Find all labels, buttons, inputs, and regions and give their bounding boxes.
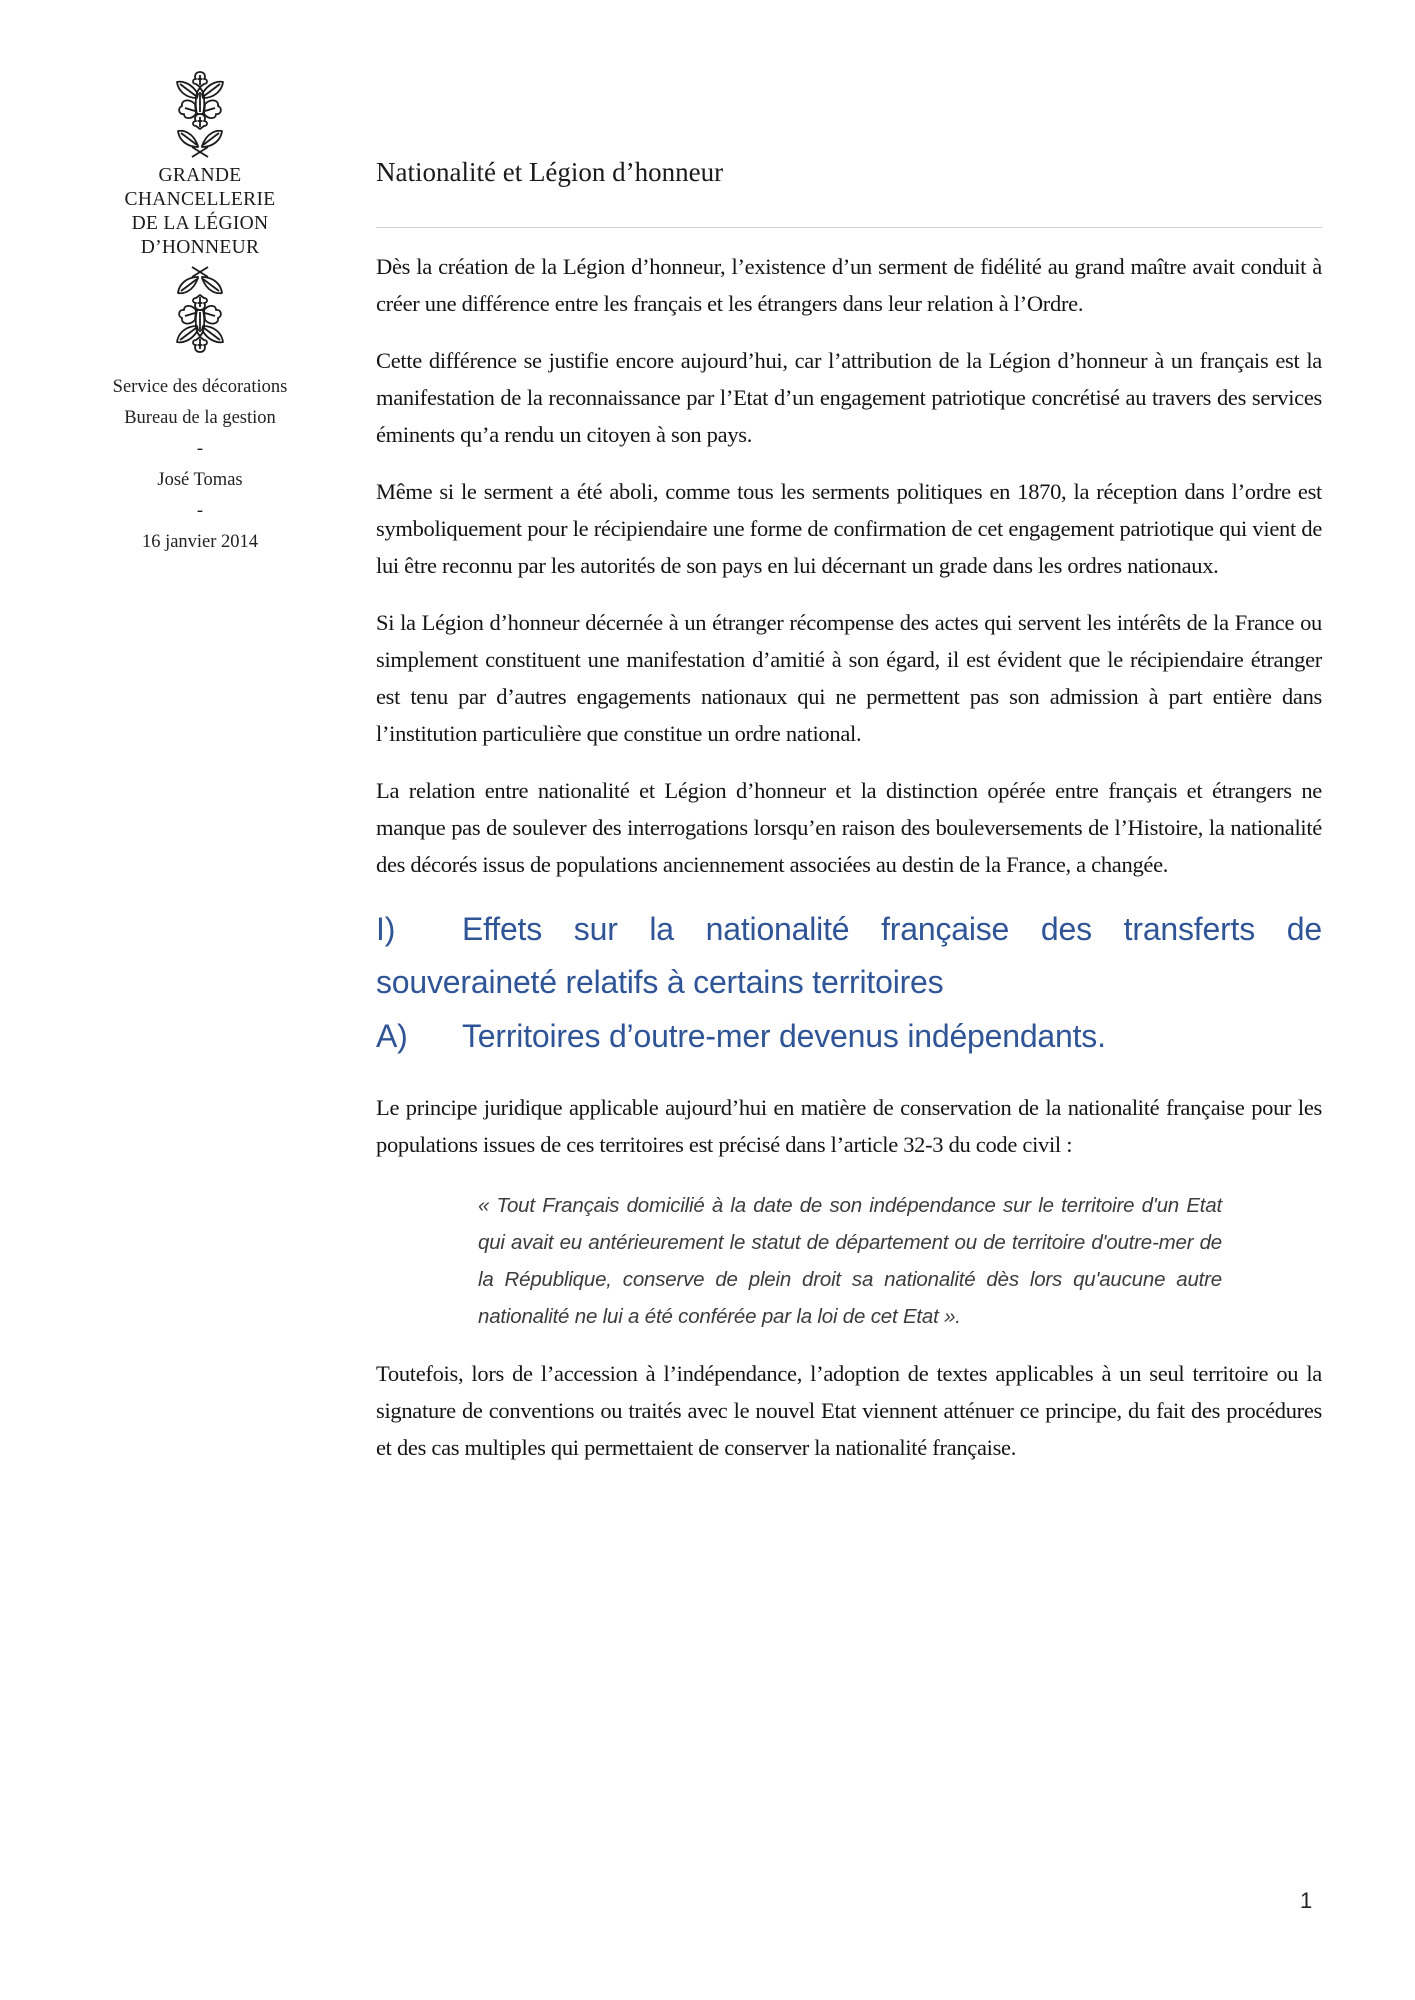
document-body xyxy=(376,150,1322,1486)
legal-quote: « Tout Français domicilié à la date de son indépendance sur le territoire d'un Etat qui avait eu antérieurement le statut de département ou de territoire d'outre-mer de la République, conserve de plein droit sa nationalité dès lors qu'aucune autre nationalité ne lui a été conférée par la loi de cet Etat ». xyxy=(478,1194,1222,1328)
paragraph: Dès la création de la Légion d’honneur, l’existence d’un serment de fidélité au grand maître avait conduit à créer une différence entre les français et les étrangers dans leur relation à l’Ordre. xyxy=(376,254,1322,316)
logo-line: D’HONNEUR xyxy=(140,237,260,258)
logo-line: GRANDE xyxy=(158,165,242,186)
paragraph: Si la Légion d’honneur décernée à un étranger récompense des actes qui servent les intérêts de la France ou simplement constituent une manifestation d’amitié à son égard, il est évident que le récipiendaire étranger est tenu par d’autres engagements nationaux qui ne permettent pas son admission à part entière dans l’institution particulière que constitue un ordre national. xyxy=(376,610,1322,746)
separator: - xyxy=(196,501,204,521)
subsection-title: Territoires d’outre-mer devenus indépendants. xyxy=(462,1018,1106,1054)
sidebar xyxy=(80,70,320,558)
logo-line: DE LA LÉGION xyxy=(131,213,269,234)
subsection-heading-a xyxy=(376,1011,1322,1061)
title-divider xyxy=(376,227,1322,228)
separator: - xyxy=(196,439,204,459)
laurel-emblem-bottom-icon xyxy=(175,264,225,354)
document-title: Nationalité et Légion d’honneur xyxy=(376,157,724,187)
laurel-emblem-top-icon xyxy=(175,70,225,160)
document-date: 16 janvier 2014 xyxy=(141,532,259,552)
subsection-number: A) xyxy=(376,1018,408,1054)
section-number: I) xyxy=(376,911,396,947)
author-block xyxy=(80,372,320,558)
paragraph: Toutefois, lors de l’accession à l’indépendance, l’adoption de textes applicables à un seul territoire ou la signature de conventions ou traités avec le nouvel Etat viennent atténuer ce principe, du fait des procédures et des cas multiples qui permettaient de conserver la nationalité française. xyxy=(376,1361,1322,1460)
logo-wordmark xyxy=(80,164,320,260)
section-heading-1 xyxy=(376,903,1322,1009)
logo-line: CHANCELLERIE xyxy=(124,189,276,210)
page-number: 1 xyxy=(1300,1888,1313,1913)
paragraph: Cette différence se justifie encore aujourd’hui, car l’attribution de la Légion d’honneur à un français est la manifestation de la reconnaissance par l’Etat d’un engagement patriotique concrétisé au travers des services éminents qu’a rendu un citoyen à son pays. xyxy=(376,348,1322,447)
paragraph: Le principe juridique applicable aujourd’hui en matière de conservation de la nationalité française pour les populations issues de ces territoires est précisé dans l’article 32-3 du code civil : xyxy=(376,1095,1322,1157)
service-name: Service des décorations xyxy=(112,377,288,397)
paragraph: La relation entre nationalité et Légion d’honneur et la distinction opérée entre français et étrangers ne manque pas de soulever des interrogations lorsqu’en raison des bouleversements de l’Histoire, la nationalité des décorés issus de populations anciennement associées au destin de la France, a changée. xyxy=(376,778,1322,877)
paragraph: Même si le serment a été aboli, comme tous les serments politiques en 1870, la réception dans l’ordre est symboliquement pour le récipiendaire une forme de confirmation de cet engagement patriotique qui vient de lui être reconnu par les autorités de son pays en lui décernant un grade dans les ordres nationaux. xyxy=(376,479,1322,578)
section-title: Effets sur la nationalité française des transferts de souveraineté relatifs à certains territoires xyxy=(376,911,1322,1000)
logo xyxy=(80,70,320,354)
author-name: José Tomas xyxy=(157,470,243,490)
bureau-name: Bureau de la gestion xyxy=(124,408,276,428)
